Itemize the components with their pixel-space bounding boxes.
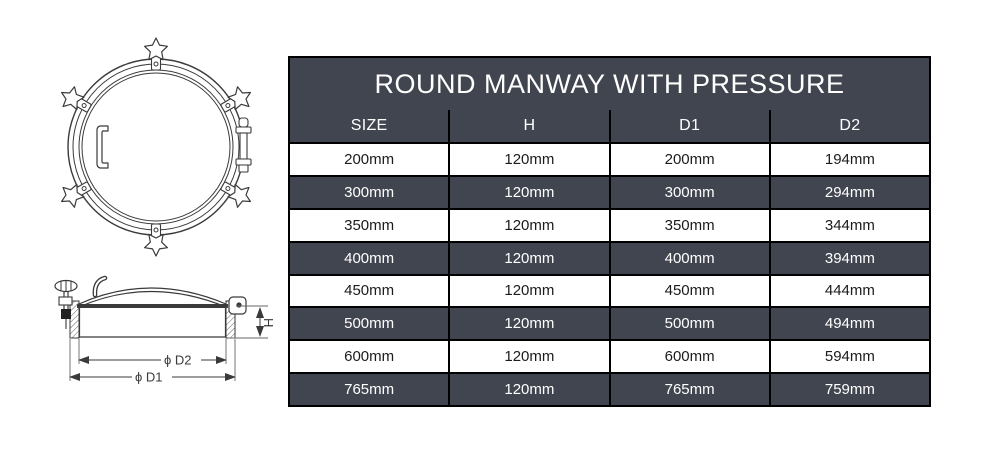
spec-table: [288, 56, 931, 407]
cell-d2: 444mm: [769, 276, 929, 307]
column-header-d1: D1: [609, 110, 769, 142]
table-body: [290, 142, 929, 405]
column-header-d2: D2: [769, 110, 929, 142]
cell-h: 120mm: [448, 374, 608, 405]
manway-rings: [68, 59, 244, 235]
dimension-d1: [70, 339, 235, 385]
cell-h: 120mm: [448, 210, 608, 241]
cell-d2: 494mm: [769, 308, 929, 339]
cell-h: 120mm: [448, 341, 608, 372]
cell-h: 120mm: [448, 177, 608, 208]
cell-d2: 759mm: [769, 374, 929, 405]
d1-label: ϕ D1: [135, 369, 163, 385]
table-row: [290, 241, 929, 274]
table-title: ROUND MANWAY WITH PRESSURE: [290, 58, 929, 110]
cell-d2: 194mm: [769, 144, 929, 175]
h-label: H: [261, 318, 276, 328]
lid-handle-icon: [95, 278, 105, 295]
cell-h: 120mm: [448, 276, 608, 307]
swing-bolt-icon: [236, 118, 251, 172]
cell-d1: 765mm: [609, 374, 769, 405]
cell-size: 600mm: [344, 348, 395, 366]
cell-size: 300mm: [344, 183, 395, 201]
cell-d1: 350mm: [609, 210, 769, 241]
cell-size: 350mm: [344, 216, 395, 234]
lid-rim: [77, 304, 228, 308]
dimension-d2: [79, 339, 226, 368]
cell-d1: 500mm: [609, 308, 769, 339]
cell-d2: 394mm: [769, 243, 929, 274]
shell-body: [80, 308, 226, 337]
top-view-drawing: [40, 6, 270, 258]
column-header-size: SIZE: [350, 117, 388, 134]
table-row: [290, 274, 929, 307]
cell-d1: 450mm: [609, 276, 769, 307]
cell-d1: 200mm: [609, 144, 769, 175]
cell-h: 120mm: [448, 144, 608, 175]
side-view-drawing: [20, 265, 295, 400]
cell-h: 120mm: [448, 243, 608, 274]
table-row: [290, 175, 929, 208]
cell-d2: 294mm: [769, 177, 929, 208]
hinge-icon: [229, 297, 246, 314]
cell-size: 500mm: [344, 315, 395, 333]
table-row: [290, 142, 929, 175]
column-header-h: H: [448, 110, 608, 142]
d2-label: ϕ D2: [164, 352, 192, 368]
cell-size: 200mm: [344, 150, 395, 168]
table-row: [290, 306, 929, 339]
table-header-row: [290, 110, 929, 142]
cell-d2: 594mm: [769, 341, 929, 372]
cell-d1: 300mm: [609, 177, 769, 208]
handle-icon: [97, 126, 108, 168]
cell-size: 765mm: [344, 381, 395, 399]
left-flange: [70, 301, 79, 338]
cell-size: 400mm: [344, 249, 395, 267]
cell-d1: 400mm: [609, 243, 769, 274]
cell-d1: 600mm: [609, 341, 769, 372]
table-row: [290, 208, 929, 241]
cell-h: 120mm: [448, 308, 608, 339]
table-row: [290, 339, 929, 372]
table-row: [290, 372, 929, 405]
cell-d2: 344mm: [769, 210, 929, 241]
cell-size: 450mm: [344, 282, 395, 300]
